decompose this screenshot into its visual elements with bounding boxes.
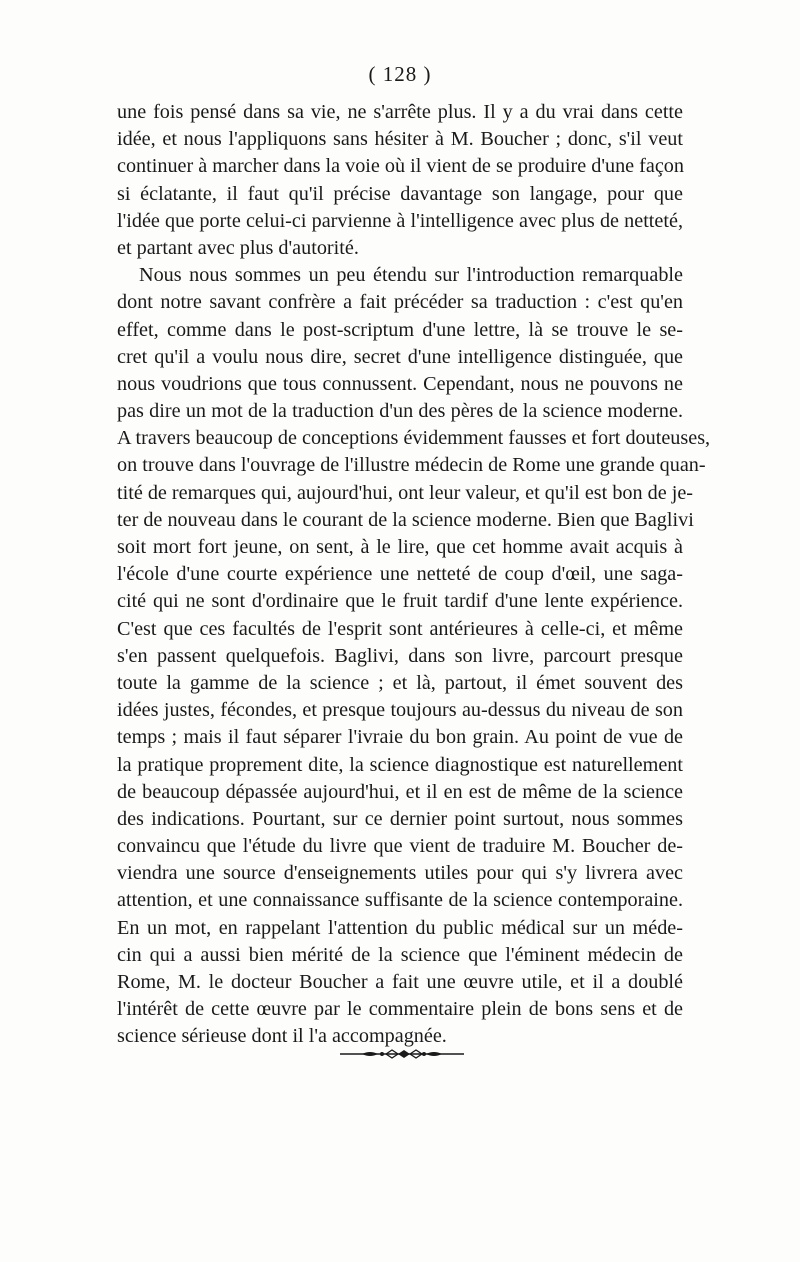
text-line: En un mot, en rappelant l'attention du public médical sur un méde- (117, 916, 683, 939)
text-line: science sérieuse dont il l'a accompagnée. (117, 1025, 447, 1048)
text-line: toute la gamme de la science ; et là, partout, il émet souvent des (117, 671, 683, 694)
text-line: pas dire un mot de la traduction d'un des pères de la science moderne. (117, 400, 683, 423)
text-line: C'est que ces facultés de l'esprit sont antérieures à celle-ci, et même (117, 617, 683, 640)
text-line: temps ; mais il faut séparer l'ivraie du bon grain. Au point de vue de (117, 726, 683, 749)
text-line: l'intérêt de cette œuvre par le commentaire plein de bons sens et de (117, 998, 683, 1021)
text-line: cin qui a aussi bien mérité de la science que l'éminent médecin de (117, 943, 683, 966)
text-line: continuer à marcher dans la voie où il vient de se produire d'une façon (117, 155, 684, 178)
text-line: ter de nouveau dans le courant de la science moderne. Bien que Baglivi (117, 508, 694, 531)
text-line: attention, et une connaissance suffisante de la science contemporaine. (117, 889, 683, 912)
text-line: viendra une source d'enseignements utiles pour qui s'y livrera avec (117, 862, 683, 885)
body-text (117, 99, 711, 1051)
text-line: s'en passent quelquefois. Baglivi, dans son livre, parcourt presque (117, 644, 683, 667)
text-line: si éclatante, il faut qu'il précise davantage son langage, pour que (117, 182, 683, 205)
text-line: dont notre savant confrère a fait précéder sa traduction : c'est qu'en (117, 291, 683, 314)
text-line: convaincu que l'étude du livre que vient de traduire M. Boucher de- (117, 835, 683, 858)
text-line: la pratique proprement dite, la science diagnostique est naturellement (117, 753, 683, 776)
text-line: cité qui ne sont d'ordinaire que le fruit tardif d'une lente expérience. (117, 590, 683, 613)
text-line: et partant avec plus d'autorité. (117, 236, 359, 259)
text-line: effet, comme dans le post-scriptum d'une lettre, là se trouve le se- (117, 318, 683, 341)
text-line: soit mort fort jeune, on sent, à le lire, que cet homme avait acquis à (117, 536, 683, 558)
text-line: de beaucoup dépassée aujourd'hui, et il en est de même de la science (117, 780, 683, 803)
text-line: l'idée que porte celui-ci parvienne à l'intelligence avec plus de netteté, (117, 209, 683, 232)
text-line: on trouve dans l'ouvrage de l'illustre médecin de Rome une grande quan- (117, 454, 706, 477)
text-line: tité de remarques qui, aujourd'hui, ont leur valeur, et qu'il est bon de je- (117, 481, 694, 504)
text-line: une fois pensé dans sa vie, ne s'arrête plus. Il y a du vrai dans cette (117, 101, 683, 123)
text-line: idées justes, fécondes, et presque toujours au-dessus du niveau de son (117, 699, 683, 722)
text-line: des indications. Pourtant, sur ce dernier point surtout, nous sommes (117, 807, 683, 830)
text-line: nous voudrions que tous connussent. Cependant, nous ne pouvons ne (117, 372, 683, 395)
text-line: cret qu'il a voulu nous dire, secret d'une intelligence distinguée, que (117, 345, 683, 368)
page-number: ( 128 ) (368, 62, 432, 86)
text-line: Rome, M. le docteur Boucher a fait une œuvre utile, et il a doublé (117, 971, 683, 993)
text-line: l'école d'une courte expérience une netteté de coup d'œil, une saga- (117, 563, 683, 586)
text-line: Nous nous sommes un peu étendu sur l'introduction remarquable (139, 264, 683, 287)
text-line: A travers beaucoup de conceptions évidemment fausses et fort douteuses, (117, 427, 711, 450)
text-line: idée, et nous l'appliquons sans hésiter à M. Boucher ; donc, s'il veut (117, 128, 683, 151)
ornament-divider (340, 1048, 464, 1060)
